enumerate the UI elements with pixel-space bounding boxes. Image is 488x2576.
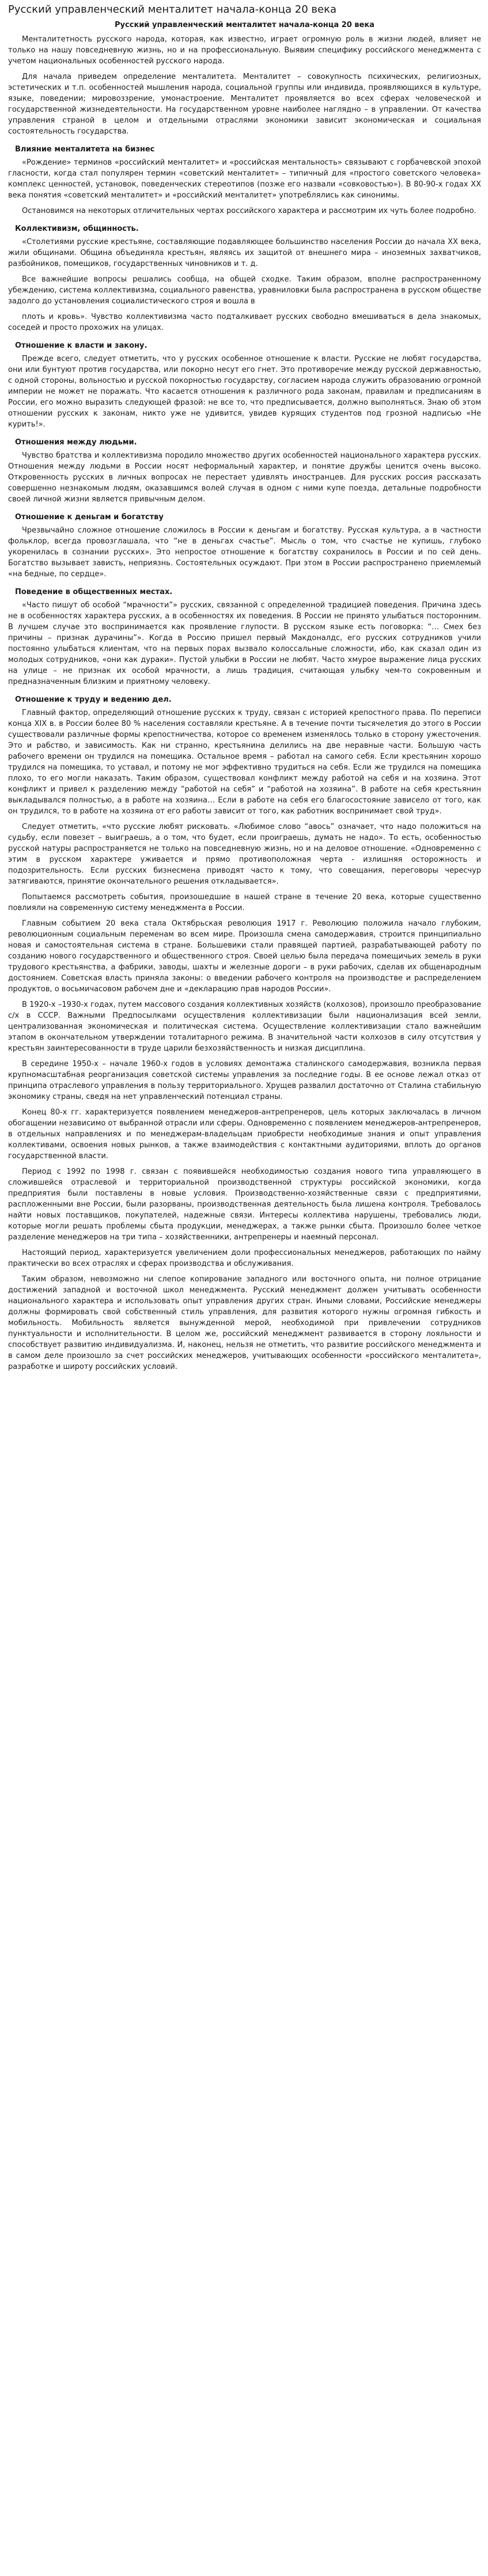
- document-section: [8, 695, 481, 1372]
- paragraph: В середине 1950-х – начале 1960-х годов в условиях демонтажа сталинского самодержавия, возникла первая крупномасштабная реорганизация советской системы управления за последние годы. В ее основе лежал отказ от принципа отраслевого управления в пользу территориального. Хрущев развалил достаточно от Сталина стабильную экономику страны, сведя на нет управленческий потенциал страны.: [8, 1060, 481, 1101]
- section-heading: Отношение к власти и закону.: [15, 341, 147, 350]
- page-title: Русский управленческий менталитет начала-конца 20 века: [8, 3, 336, 16]
- document-section: [8, 225, 481, 333]
- paragraph: Все важнейшие вопросы решались сообща, на общей сходке. Таким образом, вполне распространенному убеждению, система коллективизма, социального равенства, уравниловки была распространена в русском обществе задолго до установления социалистического строя и вошла в: [8, 275, 481, 306]
- paragraph: «Рождение» терминов «российский менталитет» и «российская ментальность» связывают с горбачевской эпохой гласности, когда стал популярен термин «советский менталитет» – типичный для «простого советского человека» комплекс ценностей, установок, поведенческих стереотипов (позже его назвали «совковостью»). В 80-90-х годах XX века понятия «советский менталитет» и «российский менталитет» употреблялись как синонимы.: [8, 158, 481, 200]
- paragraph: Таким образом, невозможно ни слепое копирование западного или восточного опыта, ни полное отрицание достижений западной и восточной школ менеджмента. Русский менеджмент должен учитывать особенности национального характера и использовать опыт управления других стран. Иными словами, Российские менеджеры должны формировать свой собственный стиль управления, для развития которого нужны огромная гибкость и мобильность. Мобильность является вынужденной мерой, необходимой при привлечении сотрудников пунктуальности и исполнительности. В целом же, российский менеджмент развивается в сторону лояльности и способствует развитию индивидуализма. И, наконец, нельзя не отметить, что развитие российского менеджмента и в самом деле произошло за счет российских менеджеров, учитывающих особенности «российского менталитета», разработке и широту российских условий.: [8, 1275, 481, 1371]
- paragraph: Попытаемся рассмотреть события, произошедшие в нашей стране в течение 20 века, которые существенно повлияли на современную систему менеджмента в России.: [8, 893, 481, 912]
- paragraph: Конец 80-х гг. характеризуется появлением менеджеров-антрепренеров, цель которых заключалась в личном обогащении независимо от выбранной отрасли или сферы. Одновременно с появлением менеджеров-антрепренеров, в отдельных направлениях и по менеджерам-владельцам приобрести необходимые знания и опыт управления коллективами, освоения новых рынков, а также взаимодействия с контактными аудиториями, вплоть до органов государственной власти.: [8, 1108, 481, 1160]
- paragraph: Прежде всего, следует отметить, что у русских особенное отношение к власти. Русские не любят государства, они или бунтуют против государства, или покорно несут его гнет. Это противоречие между русской державностью, с одной стороны, вольностью и русской покорностью государству, согласием народа служить образованию огромной империи не может не поражать. Что касается отношения к различного рода законам, правилам и предписаниям в России, его можно выразить следующей фразой: не все то, что предписывается, должно выполняться. Знаю об этом отношении русских к законам, никто уже не удивится, увидев курящих студентов под грозной надписью «Не курить!».: [8, 355, 481, 429]
- document-subtitle: Русский управленческий менталитет начала-конца 20 века: [115, 21, 374, 29]
- section-heading: Влияние менталитета на бизнес: [15, 145, 155, 154]
- document-section: [8, 341, 481, 430]
- document-body: [8, 34, 481, 1372]
- paragraph: Чувство братства и коллективизма породило множество других особенностей национального характера русских. Отношения между людьми в России носят неформальный характер, и понятие дружбы ценится очень высоко. Откровенность русских в личных вопросах не перестает удивлять иностранцев. Для русских россия рассказать совершенно незнакомым людям, оказавшимся волей случая в одном с ними купе поезда, детальные подробности своей личной жизни является привычным делом.: [8, 451, 481, 504]
- paragraph: Настоящий период, характеризуется увеличением доли профессиональных менеджеров, работающих по найму практически во всех отраслях и сферах производства и обслуживания.: [8, 1249, 481, 1268]
- section-heading: Отношения между людьми.: [15, 438, 137, 447]
- document-section: [8, 34, 481, 137]
- paragraph: Менталитетность русского народа, которая, как известно, играет огромную роль в жизни людей, влияет не только на нашу повседневную жизнь, но и на профессиональную. Выявим специфику российского менеджмента с учетом национальных особенностей русского народа.: [8, 35, 481, 66]
- section-heading: Отношение к труду и ведению дел.: [15, 695, 172, 704]
- paragraph: «Часто пишут об особой “мрачности”» русских, связанной с определенной традицией поведения. Причина здесь не в особенностях характера русских, а в особенностях их поведения. В России не принято улыбаться посторонним. В лучшем случае это воспринимается как проявление глупости. В русском языке есть поговорка: “… Смех без причины – признак дурачины”». Когда в Россию пришел первый Макдоналдс, его русских сотрудников учили постоянно улыбаться клиентам, что на первых порах вызвало колоссальные сложности, ибо, как сказал один из молодых сотрудников, «они как дураки». Пустой улыбки в России не любят. Часто хмурое выражение лица русских на улице – не признак их особой мрачности, а лишь традиция, считающая улыбку чем-то сокровенным и предназначенным близким и приятному человеку.: [8, 601, 481, 686]
- document-section: [8, 438, 481, 505]
- paragraph: «Столетиями русские крестьяне, составляющие подавляющее большинство населения России до начала XX века, жили общинами. Община объединяла крестьян, являясь их защитой от внешнего мира – иноземных захватчиков, разбойников, помещиков, государственных чиновников и т. д.: [8, 238, 481, 268]
- section-heading: Отношение к деньгам и богатству: [15, 513, 164, 522]
- document-section: [8, 145, 481, 216]
- section-heading: Поведение в общественных местах.: [15, 588, 173, 596]
- paragraph: Следует отметить, «что русские любят рисковать. «Любимое слово “авось” означает, что надо положиться на судьбу, если повезет – выиграешь, а о том, что будет, если проиграешь, думать не надо». То есть, особенностью русской натуры распространяется не только на повседневную жизнь, но и на деловое отношение. «Одновременно с этим в русском характере уживается и прямо противоположная черта - излишняя осторожность и подозрительность. Если русских бизнесмена приводят часто к тому, что совещания, переговоры чересчур затягиваются, принятие окончательного решения откладывается».: [8, 823, 481, 886]
- paragraph: Главным событием 20 века стала Октябрьская революция 1917 г. Революцию положила начало глубоким, революционным социальным переменам во всем мире. Произошла смена самодержавия, строится принципиально новая и самостоятельная система в стране. Большевики стали правящей партией, разрабатывающей работу по созданию нового государственного и общественного строя. Своей целью была передача помещичьих земель в руки трудового крестьянства, а фабрики, заводы, шахты и железные дороги – в руки рабочих, сделав их общенародным достоянием. Советская власть приняла законы: о введении рабочего контроля на производстве и распределением продуктов, о восьмичасовом рабочем дне и «декларацию прав народов России».: [8, 919, 481, 994]
- paragraph: Для начала приведем определение менталитета. Менталитет – совокупность психических, религиозных, эстетических и т.п. особенностей мышления народа, социальной группы или индивида, проявляющихся в культуре, языке, поведении; мировоззрение, умонастроение. Менталитет проявляется во всех сферах человеческой и государственной жизнедеятельности. На государственном уровне наиболее наглядно – в управлении. От качества управления страной в целом и отдельными отраслями экономики зависит экономическая и социальная состоятельность государства.: [8, 73, 481, 136]
- paragraph: В 1920-х –1930-х годах, путем массового создания коллективных хозяйств (колхозов), произошло преобразование с/х в СССР. Важными Предпосылками осуществления коллективизации были национализация всей земли, централизованная экономическая и политическая система. Осуществление коллективизации стало важнейшим этапом в окончательном утверждении тоталитарного режима. В значительной части колхозов в силу отсутствия у крестьян заинтересованности в труде царили безхозяйственность и низкая дисциплина.: [8, 1000, 481, 1053]
- document-section: [8, 513, 481, 580]
- paragraph: Период с 1992 по 1998 г. связан с появившейся необходимостью создания нового типа управляющего в сложившейся отраслевой и территориальной производственной структуры российской экономики, когда предприятия были поставлены в новые условия. Производственно-хозяйственные связи с предприятиями, распложенными вне России, были разорваны, производственная деятельность была лишена контроля. Требовалось найти новых поставщиков, покупателей, надежные связи. Интересы коллектива нарушены, требовались люди, которые могли решать проблемы сбыта продукции, менеджерах, а также рынки сбыта. Произошло более четкое разделение менеджеров на три типа – хозяйственники, антрепренеры и наемный персонал.: [8, 1167, 481, 1242]
- paragraph: плоть и кровь». Чувство коллективизма часто подталкивает русских свободно вмешиваться в дела знакомых, соседей и просто прохожих на улицах.: [8, 313, 481, 332]
- paragraph: Остановимся на некоторых отличительных чертах российского характера и рассмотрим их чуть более подробно.: [22, 207, 476, 215]
- section-heading: Коллективизм, общинность.: [15, 225, 139, 233]
- paragraph: Чрезвычайно сложное отношение сложилось в России к деньгам и богатству. Русская культура, а в частности фольклор, всегда провозглашала, что “не в деньгах счастье”. Мысль о том, что счастье не купишь, глубоко укоренилась в сознании русских». Это непростое отношение к богатству сохранилось в России и по сей день. Богатство вызывает зависть, неприязнь. Состоятельных осуждают. При этом в России распространено приемлемый «на бедные, по сердце».: [8, 526, 481, 579]
- document-section: [8, 588, 481, 687]
- paragraph: Главный фактор, определяющий отношение русских к труду, связан с историей крепостного права. По переписи конца XIX в. в России более 80 % населения составляли крестьяне. А в течение почти тысячелетия до этого в России существовали различные формы крепостничества, которое со временем изменялось только в сторону ужесточения. Это и рабство, и зависимость. Как ни странно, крестьянина делились на две неравные части. Большую часть рабочего времени он трудился на помещика. Остальное время – работал на самого себя. Если крестьянин хорошо трудился на помещика, то уставал, и потому не мог эффективно трудиться на себя. Если же трудился на помещика плохо, то его могли наказать. Таким образом, существовал конфликт между работой на себя и на хозяина. Этот конфликт и привел к разделению между “работой на себя” и “работой на хозяина”. В работе на себя крестьянин выкладывался полностью, а в работе на хозяина… Если в работе на себя его благосостояние зависело от того, как он трудился, то в работе на хозяина от его работы зависит от того, как работник воспринимает свой труд».: [8, 709, 481, 816]
